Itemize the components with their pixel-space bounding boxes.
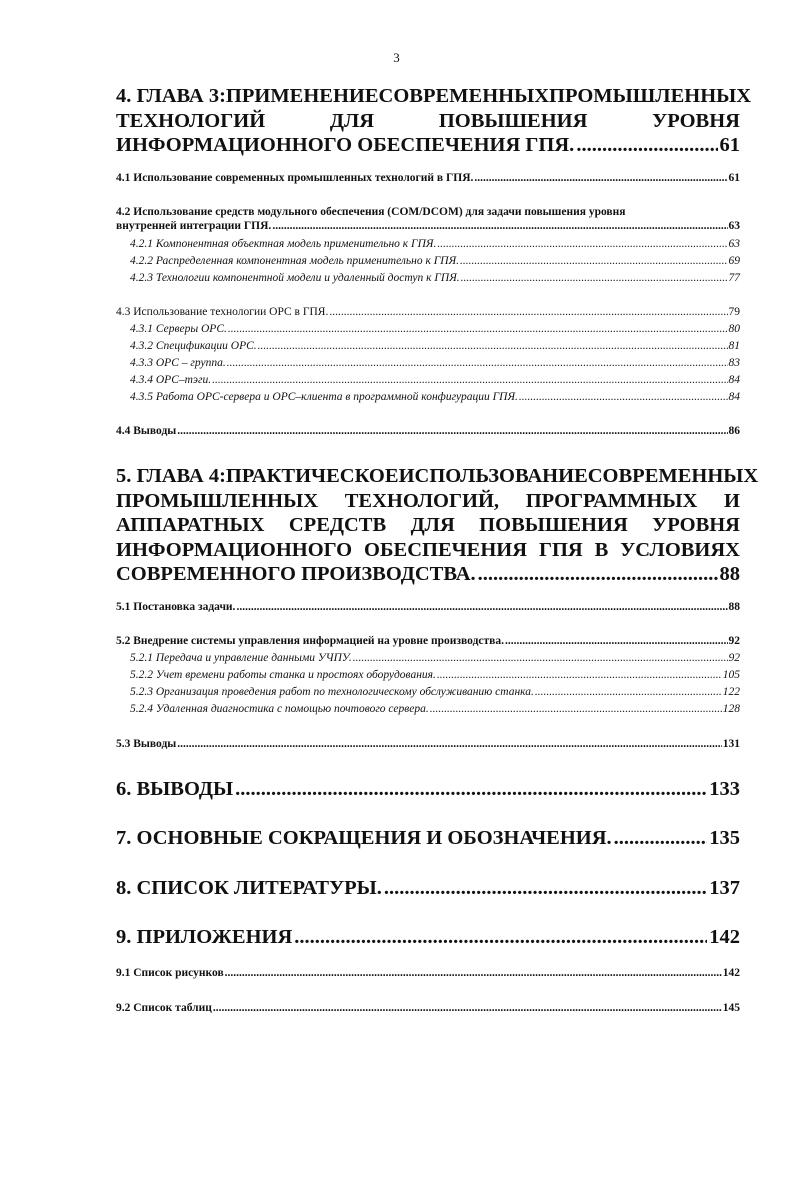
chapter-4-word: ТЕХНОЛОГИЙ bbox=[116, 109, 266, 132]
dot-leader bbox=[177, 424, 727, 438]
toc-entry-4-3-2[interactable] bbox=[130, 339, 740, 353]
entry-title: 5.2 Внедрение системы управления информацией на уровне производства. bbox=[116, 635, 505, 647]
entry-title: 4.2.3 Технологии компонентной модели и удаленный доступ к ГПЯ. bbox=[130, 272, 460, 284]
toc-entry-9-2[interactable] bbox=[116, 1001, 740, 1015]
entry-page: 63 bbox=[728, 220, 740, 232]
dot-leader bbox=[460, 254, 727, 268]
entry-title: 5.3 Выводы bbox=[116, 738, 177, 750]
dot-leader bbox=[235, 777, 707, 801]
entry-title: 9. ПРИЛОЖЕНИЯ bbox=[116, 926, 293, 948]
chapter-4-word: ПОВЫШЕНИЯ bbox=[438, 109, 588, 132]
entry-title: 8. СПИСОК ЛИТЕРАТУРЫ. bbox=[116, 877, 382, 899]
dot-leader bbox=[272, 219, 727, 233]
toc-entry-4-3-1[interactable] bbox=[130, 322, 740, 336]
chapter-5-word: УРОВНЯ bbox=[652, 514, 740, 536]
toc-entry-5-2-4[interactable] bbox=[130, 702, 740, 716]
entry-title: 9.2 Список таблиц bbox=[116, 1002, 212, 1014]
dot-leader bbox=[177, 737, 722, 751]
chapter-5-word: 5. ГЛАВА 4: bbox=[116, 465, 226, 487]
entry-title: 4.3.2 Спецификации ОРС. bbox=[130, 340, 257, 352]
entry-title: 9.1 Список рисунков bbox=[116, 967, 224, 979]
dot-leader bbox=[437, 237, 727, 251]
dot-leader bbox=[474, 171, 727, 185]
toc-entry-4-2-2[interactable] bbox=[130, 254, 740, 268]
dot-leader bbox=[535, 685, 722, 699]
chapter-4-word: СОВРЕМЕННЫХ bbox=[378, 85, 550, 107]
toc-entry-4-2-1[interactable] bbox=[130, 237, 740, 251]
chapter-5-word: И bbox=[724, 489, 740, 512]
chapter-5-word: СРЕДСТВ bbox=[288, 514, 387, 536]
toc-chapter-4[interactable] bbox=[116, 84, 752, 158]
chapter-5-word: ПОВЫШЕНИЯ bbox=[479, 514, 628, 536]
entry-title: 4.3 Использование технологии ОРС в ГПЯ. bbox=[116, 306, 329, 318]
entry-page: 105 bbox=[722, 669, 740, 681]
toc-chapter-6[interactable] bbox=[116, 777, 740, 801]
entry-title: 6. ВЫВОДЫ bbox=[116, 778, 234, 800]
chapter-4-title-end: ИНФОРМАЦИОННОГО ОБЕСПЕЧЕНИЯ ГПЯ. bbox=[116, 134, 575, 156]
chapter-4-word: ДЛЯ bbox=[329, 109, 375, 132]
chapter-5-word: УСЛОВИЯХ bbox=[620, 538, 740, 561]
entry-page: 88 bbox=[728, 601, 740, 613]
dot-leader bbox=[236, 600, 727, 614]
entry-page: 122 bbox=[722, 686, 740, 698]
entry-title: 7. ОСНОВНЫЕ СОКРАЩЕНИЯ И ОБОЗНАЧЕНИЯ. bbox=[116, 827, 612, 849]
entry-page: 61 bbox=[728, 172, 740, 184]
entry-page: 86 bbox=[728, 425, 740, 437]
entry-title: 4.1 Использование современных промышленных технологий в ГПЯ. bbox=[116, 172, 474, 184]
toc-entry-5-2-3[interactable] bbox=[130, 685, 740, 699]
chapter-5-word: ИНФОРМАЦИОННОГО bbox=[116, 538, 353, 561]
entry-title: 5.2.4 Удаленная диагностика с помощью почтового сервера. bbox=[130, 703, 429, 715]
toc-chapter-5[interactable] bbox=[116, 464, 759, 587]
entry-title: 4.2.2 Распределенная компонентная модель применительно к ГПЯ. bbox=[130, 255, 460, 267]
toc-entry-4-1[interactable] bbox=[116, 171, 740, 185]
entry-page: 63 bbox=[728, 238, 740, 250]
toc-entry-4-4[interactable] bbox=[116, 424, 740, 438]
toc-chapter-7[interactable] bbox=[116, 826, 740, 850]
entry-page: 92 bbox=[728, 635, 740, 647]
toc-entry-4-3-4[interactable] bbox=[130, 373, 740, 387]
entry-title: 4.3.3 ОРС – группа. bbox=[130, 357, 226, 369]
entry-title: 4.2.1 Компонентная объектная модель применительно к ГПЯ. bbox=[130, 238, 437, 250]
dot-leader bbox=[430, 702, 722, 716]
chapter-5-word: ОБЕСПЕЧЕНИЯ bbox=[364, 538, 528, 561]
dot-leader bbox=[213, 1001, 722, 1015]
entry-page: 135 bbox=[709, 827, 740, 849]
dot-leader bbox=[225, 966, 722, 980]
toc-entry-4-2-3[interactable] bbox=[130, 271, 740, 285]
dot-leader bbox=[258, 339, 728, 353]
chapter-4-word: ПРОМЫШЛЕННЫХ bbox=[549, 85, 752, 107]
chapter-5-word: ПРОГРАММНЫХ bbox=[525, 489, 698, 512]
entry-page: 133 bbox=[709, 778, 740, 800]
toc-entry-4-3-3[interactable] bbox=[130, 356, 740, 370]
toc-entry-9-1[interactable] bbox=[116, 966, 740, 980]
entry-page: 142 bbox=[709, 926, 740, 948]
entry-title: внутренней интеграции ГПЯ. bbox=[116, 220, 272, 232]
chapter-5-page: 88 bbox=[719, 563, 740, 585]
chapter-5-word: В bbox=[594, 538, 609, 561]
chapter-5-title-end: СОВРЕМЕННОГО ПРОИЗВОДСТВА. bbox=[116, 563, 476, 585]
dot-leader bbox=[576, 133, 717, 158]
chapter-4-page: 61 bbox=[719, 134, 740, 156]
entry-page: 79 bbox=[728, 306, 740, 318]
dot-leader bbox=[212, 373, 727, 387]
chapter-5-word: ИСПОЛЬЗОВАНИЕ bbox=[398, 465, 588, 487]
toc-entry-5-1[interactable] bbox=[116, 600, 740, 614]
toc-chapter-9[interactable] bbox=[116, 925, 740, 949]
entry-title: 4.3.4 ОРС–тэги. bbox=[130, 374, 212, 386]
dot-leader bbox=[353, 651, 728, 665]
dot-leader bbox=[478, 562, 718, 587]
dot-leader bbox=[227, 356, 728, 370]
dot-leader bbox=[461, 271, 728, 285]
chapter-5-word: СОВРЕМЕННЫХ bbox=[587, 465, 759, 487]
toc-entry-5-2-1[interactable] bbox=[130, 651, 740, 665]
toc-entry-4-3[interactable] bbox=[116, 305, 740, 319]
toc-entry-5-3[interactable] bbox=[116, 737, 740, 751]
chapter-5-word: ПРОМЫШЛЕННЫХ bbox=[116, 489, 319, 512]
entry-page: 92 bbox=[728, 652, 740, 664]
entry-title: 5.2.3 Организация проведения работ по технологическому обслуживанию станка. bbox=[130, 686, 534, 698]
chapter-4-word: УРОВНЯ bbox=[652, 109, 740, 132]
entry-page: 137 bbox=[709, 877, 740, 899]
entry-page: 80 bbox=[728, 323, 740, 335]
entry-title: 5.2.2 Учет времени работы станка и простоях оборудования. bbox=[130, 669, 436, 681]
dot-leader bbox=[519, 390, 728, 404]
dot-leader bbox=[228, 322, 728, 336]
chapter-5-word: ГПЯ bbox=[538, 538, 583, 561]
dot-leader bbox=[384, 876, 707, 900]
entry-page: 128 bbox=[722, 703, 740, 715]
entry-page: 142 bbox=[722, 967, 740, 979]
chapter-5-word: АППАРАТНЫХ bbox=[116, 514, 265, 536]
entry-title: 4.4 Выводы bbox=[116, 425, 177, 437]
chapter-5-word: ДЛЯ bbox=[410, 514, 455, 536]
toc-entry-4-3-5[interactable] bbox=[130, 390, 740, 404]
entry-title: 5.2.1 Передача и управление данными УЧПУ. bbox=[130, 652, 352, 664]
entry-title-line1: 4.2 Использование средств модульного обеспечения (COM/DCOM) для задачи повышения уровня bbox=[116, 206, 626, 218]
dot-leader bbox=[505, 634, 727, 648]
entry-title: 4.3.5 Работа ОРС-сервера и ОРС–клиента в программной конфигурации ГПЯ. bbox=[130, 391, 518, 403]
dot-leader bbox=[294, 925, 707, 949]
entry-page: 81 bbox=[728, 340, 740, 352]
entry-page: 145 bbox=[722, 1002, 740, 1014]
dot-leader bbox=[614, 826, 708, 850]
chapter-4-word: 4. ГЛАВА 3: bbox=[116, 85, 226, 107]
dot-leader bbox=[329, 305, 727, 319]
dot-leader bbox=[437, 668, 722, 682]
entry-page: 77 bbox=[728, 272, 740, 284]
toc-entry-5-2-2[interactable] bbox=[130, 668, 740, 682]
entry-page: 84 bbox=[728, 374, 740, 386]
entry-page: 83 bbox=[728, 357, 740, 369]
toc-entry-4-2[interactable] bbox=[116, 205, 740, 233]
chapter-4-word: ПРИМЕНЕНИЕ bbox=[225, 85, 379, 107]
entry-page: 131 bbox=[722, 738, 740, 750]
entry-page: 84 bbox=[728, 391, 740, 403]
page-number: 3 bbox=[393, 50, 400, 65]
chapter-5-word: ПРАКТИЧЕСКОЕ bbox=[225, 465, 399, 487]
entry-page: 69 bbox=[728, 255, 740, 267]
chapter-5-word: ТЕХНОЛОГИЙ, bbox=[344, 489, 500, 512]
toc-entry-5-2[interactable] bbox=[116, 634, 740, 648]
toc-chapter-8[interactable] bbox=[116, 876, 740, 900]
entry-title: 4.3.1 Серверы ОРС. bbox=[130, 323, 227, 335]
entry-title: 5.1 Постановка задачи. bbox=[116, 601, 236, 613]
